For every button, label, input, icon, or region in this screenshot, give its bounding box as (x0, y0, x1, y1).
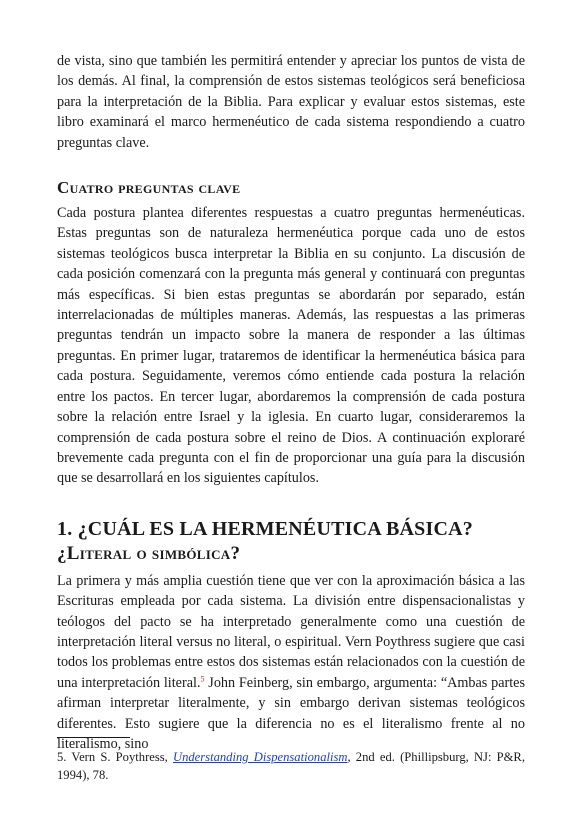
section-paragraph: Cada postura plantea diferentes respuestas a cuatro preguntas hermenéuticas. Estas preguntas son de naturaleza hermenéutica porque cada uno de estos sistemas teológicos busca interpretar la Biblia en su conjunto. La discusión de cada posición comenzará con la pregunta más general y continuará con preguntas más específicas. Si bien estas preguntas se abordarán por separado, están interrelacionadas de múltiples maneras. Además, las respuestas a las primeras preguntas tendrán un impacto sobre la manera de responder a las últimas preguntas. En primer lugar, trataremos de identificar la hermenéutica básica para cada postura. Seguidamente, veremos cómo entiende cada postura la relación entre los pactos. En tercer lugar, abordaremos la comprensión de cada postura sobre la relación entre Israel y la iglesia. En cuarto lugar, consideraremos la comprensión de cada postura sobre el reino de Dios. A continuación exploraré brevemente cada pregunta con el fin de proporcionar una guía para la discusión que se desarrollará en los siguientes capítulos. (57, 205, 525, 487)
footnote-divider (57, 737, 130, 738)
footnote-entry (57, 748, 525, 784)
intro-paragraph: de vista, sino que también les permitirá entender y apreciar los puntos de vista de los demás. Al final, la comprensión de estos sistemas teológicos será beneficiosa para la interpretación de la Biblia. Para explicar y evaluar estos sistemas, este libro examinará el marco hermenéutico de cada sistema respondiendo a cuatro preguntas clave. (57, 53, 525, 151)
chapter-paragraph (57, 571, 525, 755)
chapter-subheading: ¿Literal o simbólica? (57, 542, 241, 564)
footnote-book-link[interactable]: Understanding Dispensationalism (172, 750, 348, 764)
footnote-citation-suffix: , 2nd ed. (Phillipsburg, NJ: P&R, 1994), 78. (57, 750, 525, 782)
chapter-paragraph-part2: John Feinberg, sin embargo, argumenta: “Ambas partes afirman interpretar literalmente, y sin embargo derivan sistemas teológicos diferentes. Esto sugiere que la diferencia no es el literalismo frente al no literalismo, sino (57, 674, 526, 752)
page-body (57, 51, 525, 754)
footnote-reference-marker[interactable]: 5 (200, 674, 205, 684)
chapter-paragraph-part1: La primera y más amplia cuestión tiene que ver con la aproximación básica a las Escrituras empleada por cada sistema. La división entre dispensacionalistas y teólogos del pacto se ha interpretado generalmente como una cuestión de interpretación literal versus no literal, o espiritual. Vern Poythress sugiere que casi todos los problemas entre estos dos sistemas están relacionados con la cuestión de una interpretación literal. (57, 572, 525, 691)
section-heading: Cuatro preguntas clave (57, 178, 241, 198)
footnote-citation-prefix: 5. Vern S. Poythress, (57, 750, 173, 764)
chapter-heading: 1. ¿CUÁL ES LA HERMENÉUTICA BÁSICA? (57, 517, 473, 540)
